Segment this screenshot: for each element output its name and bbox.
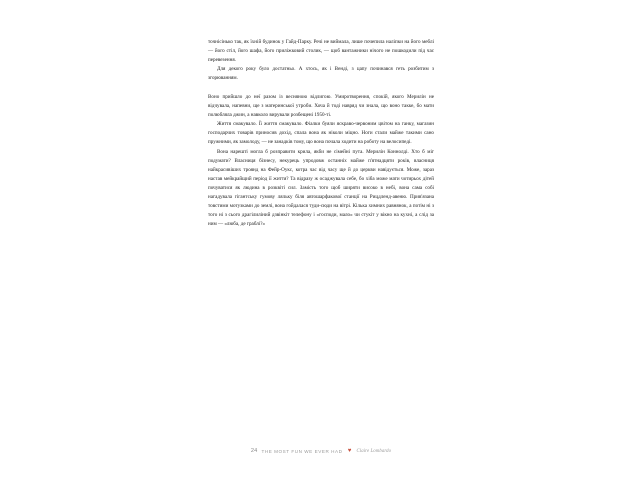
paragraph: Вона нарешті могла б розправити крила, якби не сімейні пута. Мерилін Коннолді. Хто б міг подумати? Власниця бізнесу, некурець упродовж останніх майже п'ятнадцяти років, власниця найкрасивіших троянд на Фейр-Оукс, котра час від часу ще й до церкви навідується. Може, зараз настав мейкрайщий період її життя? Та відразу ж осаджувала себе, бо хіба може мати чотирьох дітей почуватися як людина в розквіті сил. Замість того щоб ширяти високо в небі, вона сама собі нагадувала гігантську гумову ляльку біля автошарфакової станції на Рицдленд-авеню. Прив'язана товстими мотузками до землі, вона гойдалася туди-сюди на вітрі. Кілька химних равнянок, а потім ні з того ні з сього драгілиліний дзвінкіт телефону і «господи, мало» чи стукіт у вікно на кухні, а слід за ним — «люба, де граблі?» — [208, 148, 434, 228]
paragraph: Життя смакувало. Її життя смакувало. Фіалки буяли яскраво-червоним цвітом на ганку, магазин господарчих товарів приносив дохід, спала вона як ніколи міцно. Ноги стали майже такими сано пружними, як замолоду, — не занадків тому, що вона почала ходити на роботу на велосипеді. — [208, 121, 434, 146]
paragraph: точнісінько так, як їхній будинок у Гайд-Парку. Речі не виймала, лише почепила наліпки на його меблі — його стіл, його шафа, його приліжковий столик, — щоб вантажники нічого не пошкодили під час перевезення. — [208, 39, 434, 64]
heart-icon: ♥ — [347, 448, 352, 454]
running-head-author: Claire Lombardo — [356, 448, 392, 454]
page-footer — [208, 448, 434, 454]
page-number: 24 — [250, 448, 258, 454]
paragraph: Для декого року було достатньо. А хтось, як і Венді, з цапу починався геть розбитим з згорюванням. — [208, 66, 434, 82]
section-break — [208, 83, 434, 93]
running-head-title: THE MOST FUN WE EVER HAD — [261, 448, 343, 454]
body-text-column — [208, 38, 434, 229]
paragraph: Воно прийшло до неї разом із весняною відлигою. Умиротворення, спокій, якого Мерилін не відчувала, напевни, ще з материнської утроби. Хоча й тоді навряд чи знала, що воно такке, бо мати полюбляла джин, а навколо вирували розбещені 1950-ті. — [208, 93, 434, 119]
